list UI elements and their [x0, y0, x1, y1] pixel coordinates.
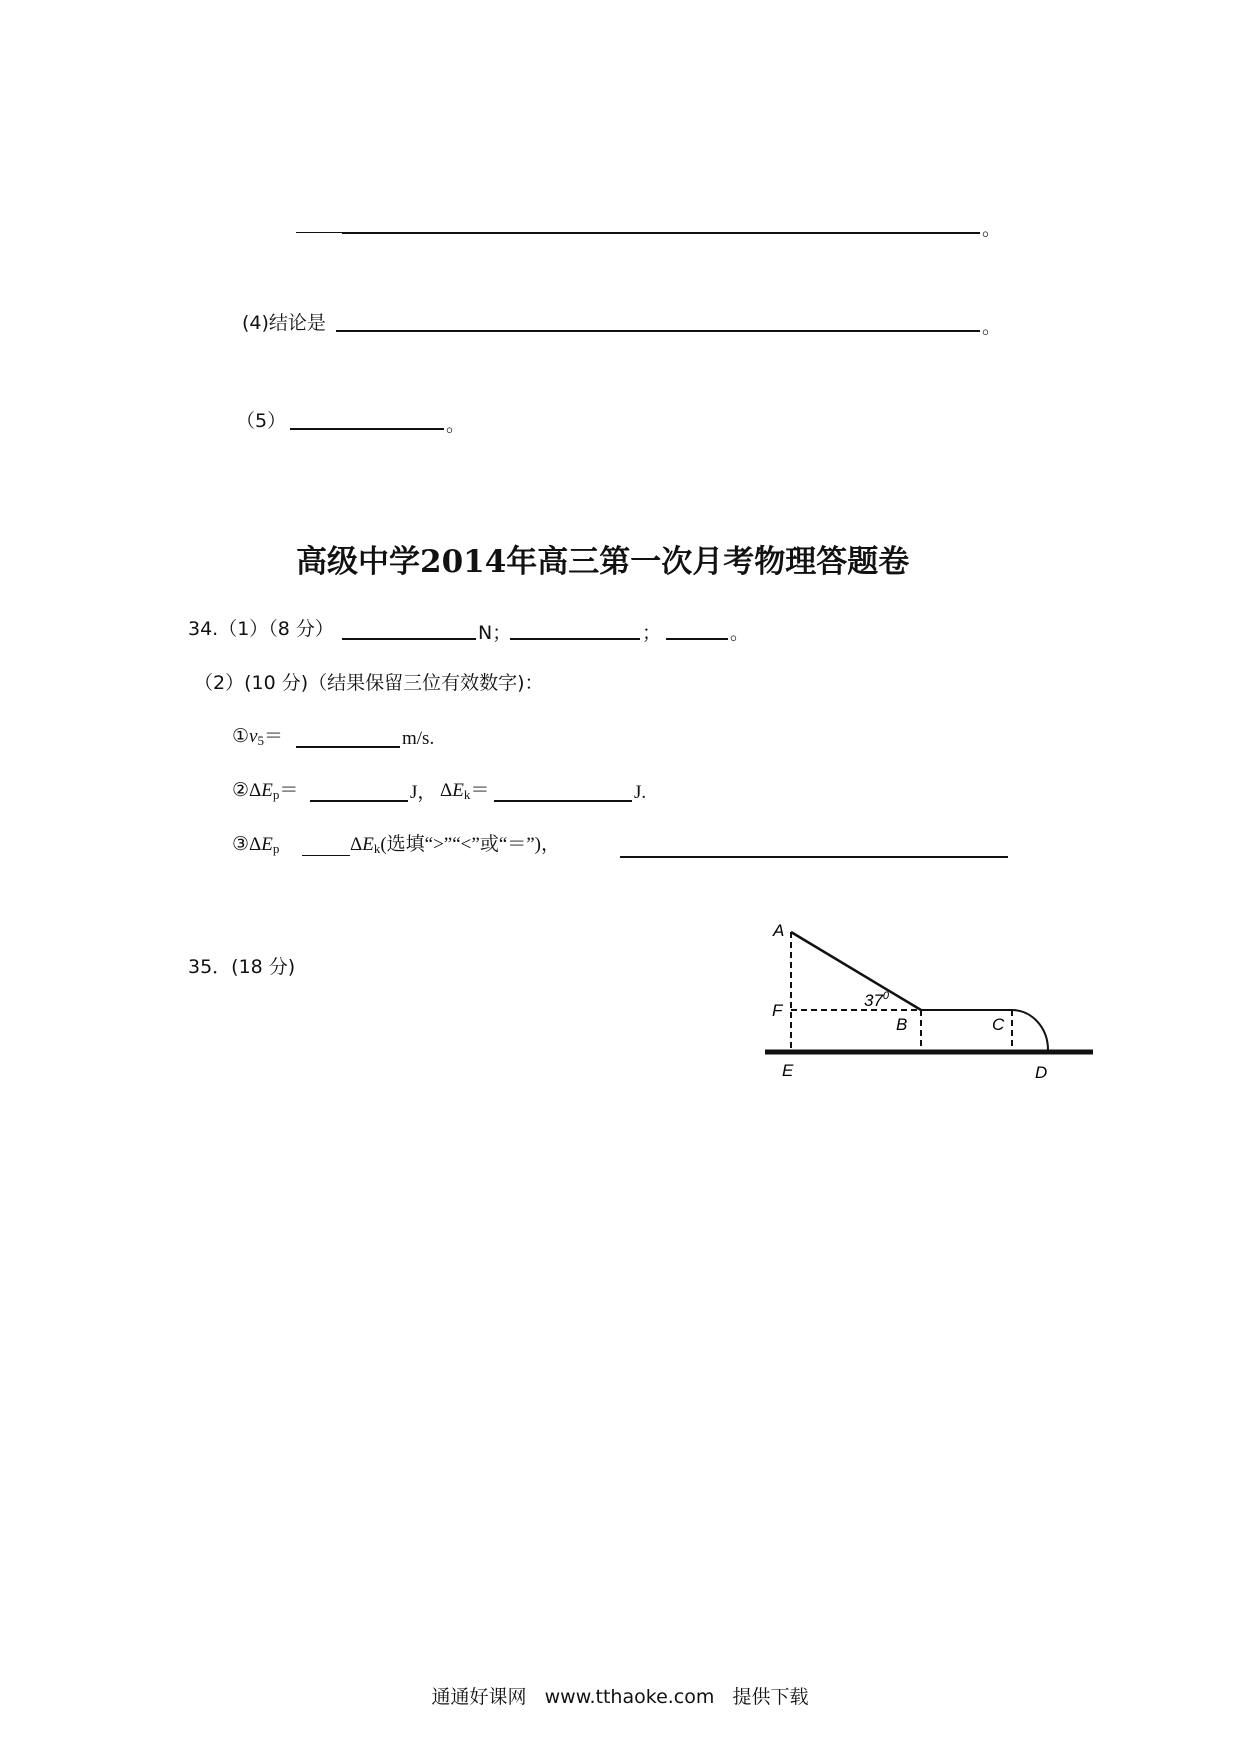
q34-part1-label: 34.（1）（8 分） — [188, 618, 334, 640]
sub-p: p — [272, 841, 280, 856]
var-e: E — [362, 834, 374, 855]
label-a: A — [773, 921, 785, 940]
eq-sign: ＝ — [279, 780, 299, 801]
compare-instruction: (选填“>”“<”或“＝”)， — [380, 834, 561, 855]
angle-label: $37^0$ — [864, 990, 890, 1010]
q34-blank-reason[interactable] — [620, 856, 1008, 858]
answer-blank-top[interactable] — [296, 232, 342, 233]
q34-sep: ； — [642, 622, 662, 644]
q4-blank[interactable] — [336, 330, 980, 332]
q34-blank-3[interactable] — [666, 638, 728, 640]
q34-blank-compare[interactable] — [302, 855, 350, 856]
q34-line-v5 — [232, 726, 283, 752]
eq-sign: ＝ — [470, 780, 490, 801]
incline-ab — [791, 932, 921, 1010]
q5-blank[interactable] — [290, 428, 444, 430]
label-c: C — [992, 1015, 1005, 1034]
q4-label: (4)结论是 — [242, 312, 326, 334]
answer-blank-top-main[interactable] — [342, 232, 980, 234]
var-e: E — [261, 834, 273, 855]
q34-period: 。 — [730, 622, 750, 644]
q35-figure — [760, 920, 1100, 1080]
label-e: E — [782, 1061, 794, 1080]
q4-period: 。 — [982, 316, 1002, 338]
eq-sign: ＝ — [263, 726, 283, 747]
var-e: E — [452, 780, 464, 801]
q34-blank-ek[interactable] — [494, 800, 632, 802]
q34-blank-v5[interactable] — [296, 746, 400, 748]
q34-line-compare-right — [350, 834, 560, 860]
top-period: 。 — [982, 218, 1002, 240]
q34-blank-1[interactable] — [342, 638, 476, 640]
q35-label: 35．(18 分) — [188, 956, 296, 978]
q34-line-ep — [232, 780, 298, 806]
delta: Δ — [249, 834, 262, 855]
q34-line-compare-left — [232, 834, 279, 860]
var-e: E — [261, 780, 273, 801]
label-b: B — [896, 1015, 908, 1034]
delta: Δ — [249, 780, 262, 801]
q34-blank-ep[interactable] — [310, 800, 408, 802]
var-v: v — [249, 726, 258, 747]
unit-ms: m/s. — [402, 728, 435, 749]
sub-5: 5 — [257, 733, 264, 748]
q34-line-ek — [440, 780, 489, 806]
circle-one: ① — [232, 726, 250, 747]
circle-two: ② — [232, 780, 250, 801]
unit-j-1: J， — [410, 782, 437, 803]
footer-text: 通通好课网 www.tthaoke.com 提供下载 — [431, 1686, 809, 1708]
label-d: D — [1035, 1063, 1048, 1080]
q5-period: 。 — [446, 414, 466, 436]
q34-unit-n: N； — [478, 622, 512, 644]
sub-p: p — [272, 787, 280, 802]
q34-blank-2[interactable] — [510, 638, 640, 640]
delta: Δ — [440, 780, 453, 801]
delta: Δ — [350, 834, 363, 855]
arc-cd — [1012, 1010, 1048, 1050]
page-title: 高级中学2014年高三第一次月考物理答题卷 — [296, 544, 910, 580]
sub-k: k — [463, 787, 471, 802]
circle-three: ③ — [232, 834, 250, 855]
unit-j-2: J. — [634, 782, 647, 803]
sub-k: k — [373, 841, 381, 856]
q34-part2-label: （2）(10 分)（结果保留三位有效数字)： — [194, 672, 544, 694]
label-f: F — [772, 1001, 783, 1020]
q5-label: （5） — [236, 410, 287, 432]
